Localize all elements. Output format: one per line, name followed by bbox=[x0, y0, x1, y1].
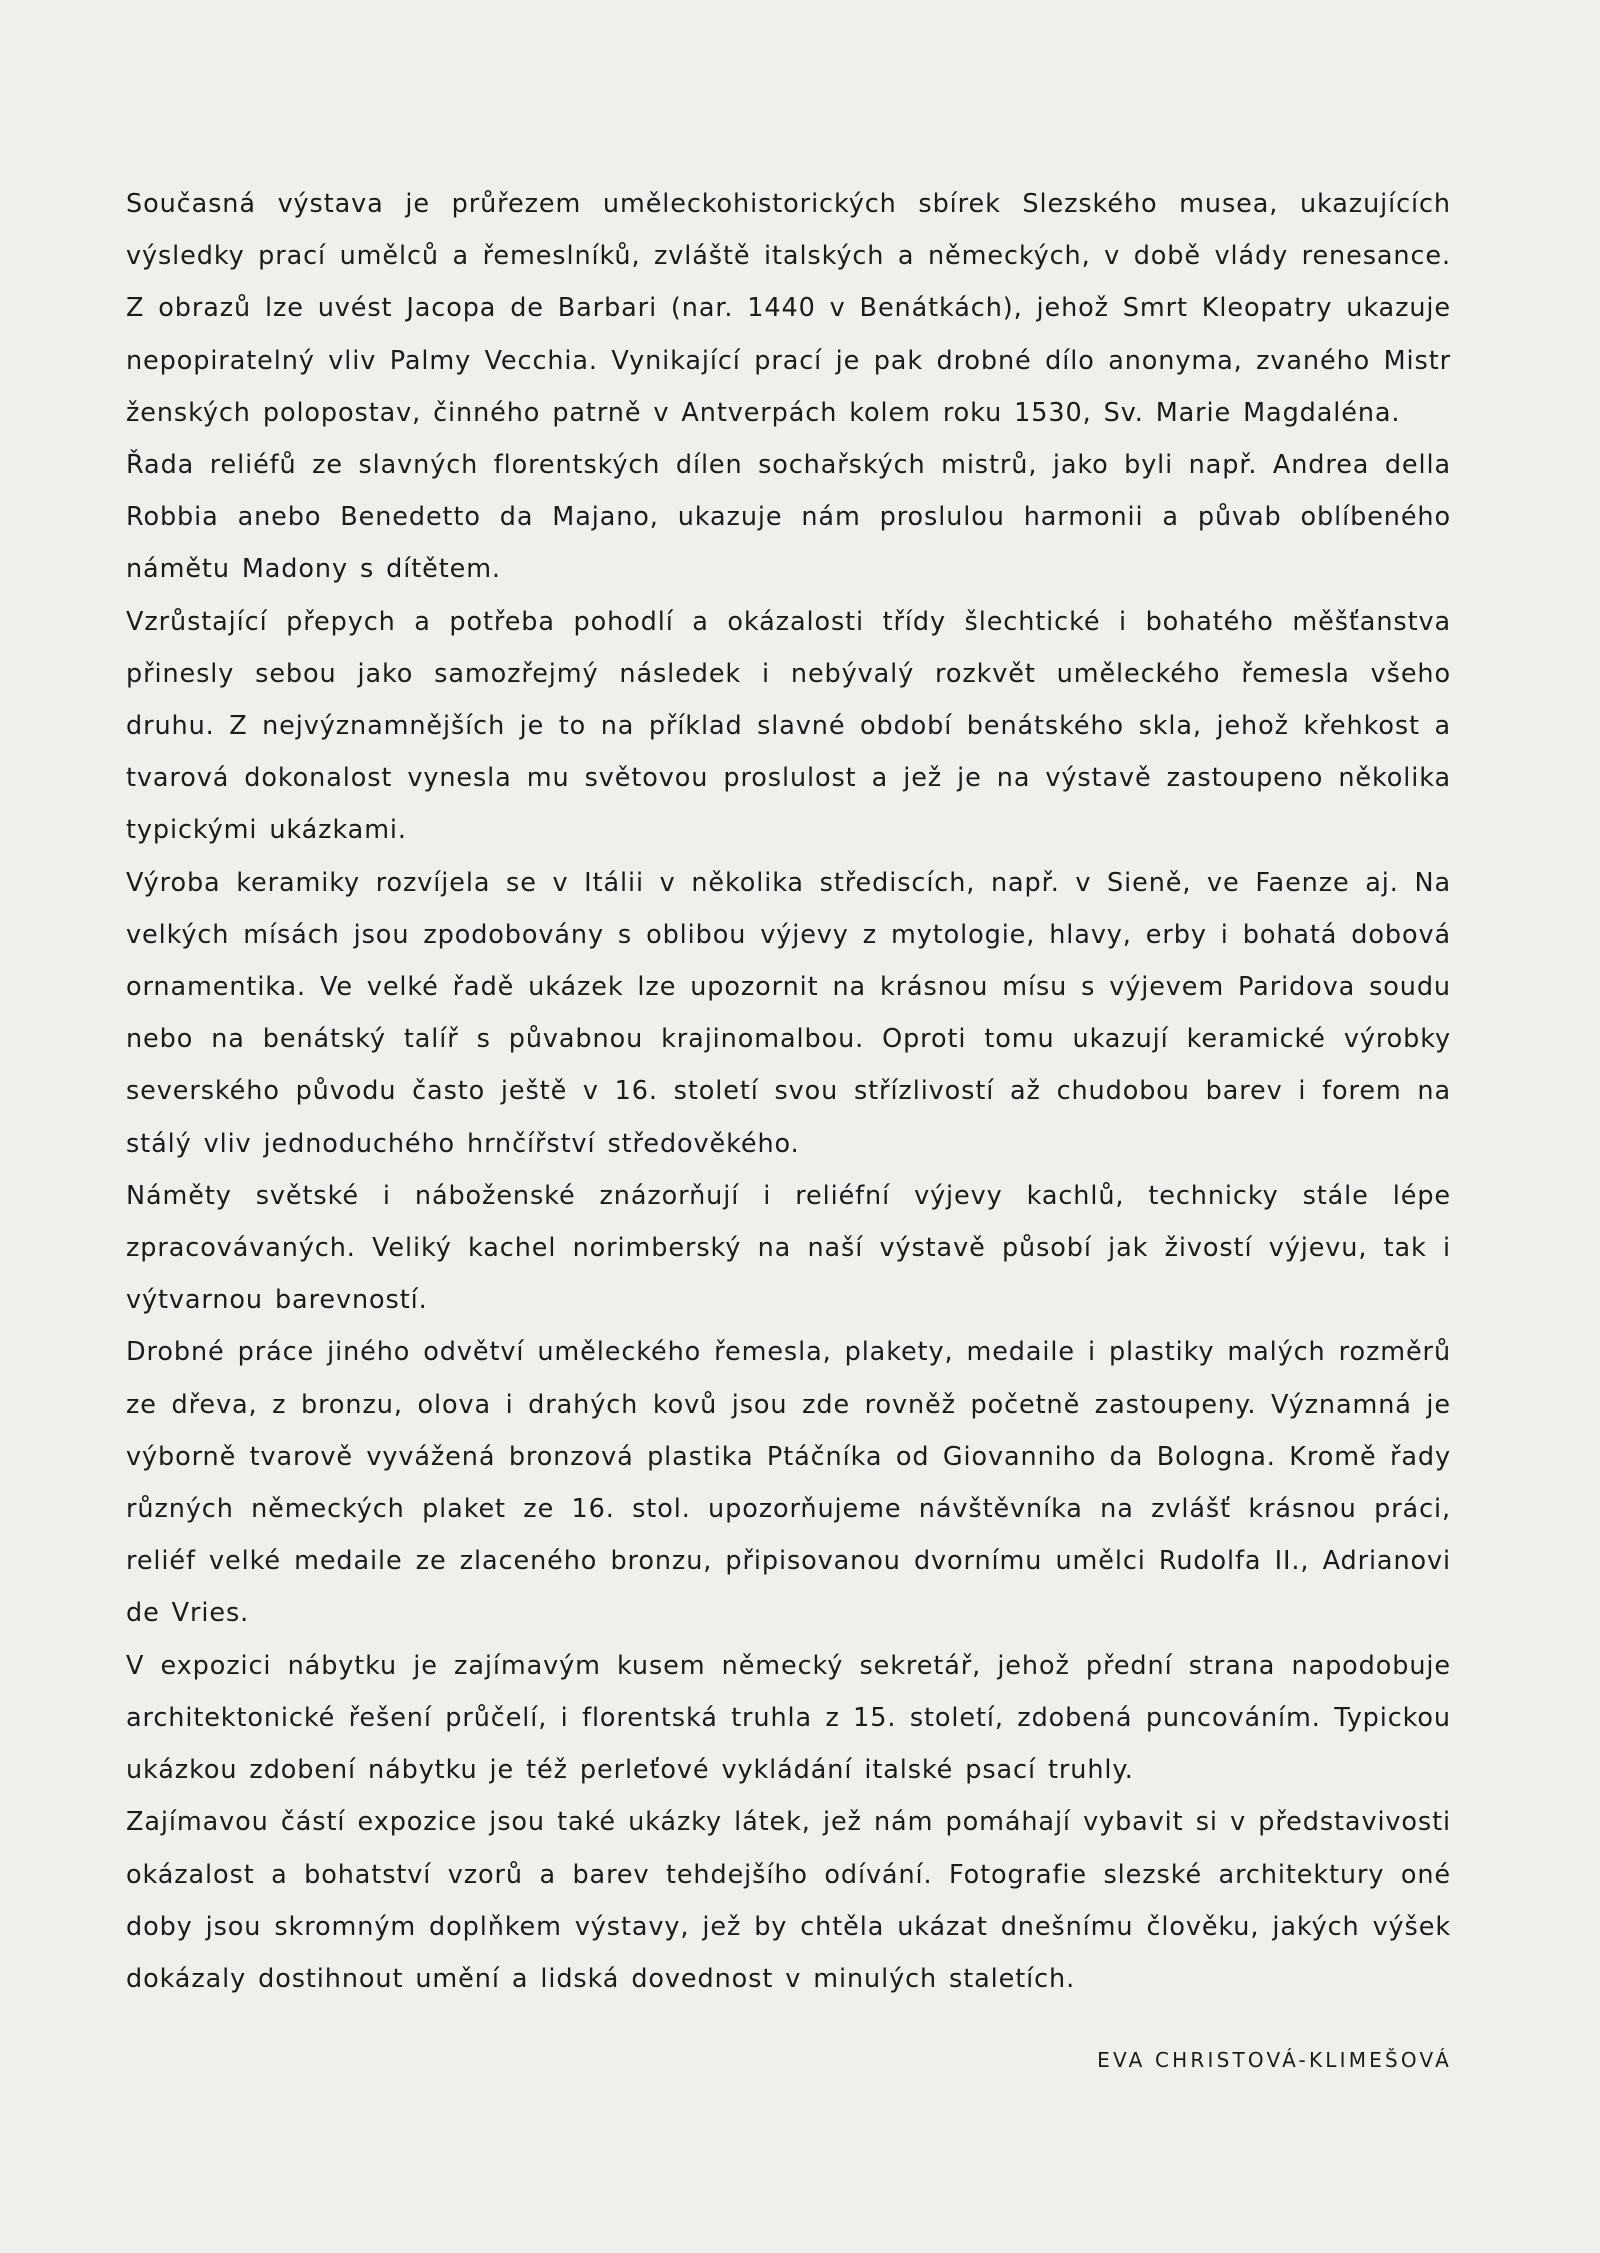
paragraph-8: Zajímavou částí expozice jsou také ukázky látek, jež nám pomáhají vybavit si v představivosti okázalost a bohatství vzorů a barev tehdejšího odívání. Fotografie slezské architektury oné doby jsou skromným doplňkem výstavy, jež by chtěla ukázat dnešnímu člověku, jakých výšek dokázaly dostihnout umění a lidská dovednost v minulých staletích. bbox=[126, 1807, 1451, 1994]
body-text bbox=[126, 178, 1451, 2005]
paragraph-5: Náměty světské i náboženské znázorňují i reliéfní výjevy kachlů, technicky stále lépe zpracovávaných. Veliký kachel norimberský na naší výstavě působí jak živostí výjevu, tak i výtvarnou barevností. bbox=[126, 1180, 1451, 1316]
paragraph-1: Současná výstava je průřezem uměleckohistorických sbírek Slezského musea, ukazujících výsledky prací umělců a řemeslníků, zvláště italských a německých, v době vlády renesance. Z obrazů lze uvést Jacopa de Barbari (nar. 1440 v Benátkách), jehož Smrt Kleopatry ukazuje nepopiratelný vliv Palmy Vecchia. Vynikající prací je pak drobné dílo anonyma, zvaného Mistr ženských polopostav, činného patrně v Antverpách kolem roku 1530, Sv. Marie Magdaléna. bbox=[126, 189, 1451, 428]
paragraph-3: Vzrůstající přepych a potřeba pohodlí a okázalosti třídy šlechtické i bohatého měšťanstva přinesly sebou jako samozřejmý následek i nebývalý rozkvět uměleckého řemesla všeho druhu. Z nejvýznamnějších je to na příklad slavné období benátského skla, jehož křehkost a tvarová dokonalost vynesla mu světovou proslulost a jež je na výstavě zastoupeno několika typickými ukázkami. bbox=[126, 606, 1451, 846]
author-signature: EVA CHRISTOVÁ-KLIMEŠOVÁ bbox=[1097, 2048, 1452, 2072]
paragraph-7: V expozici nábytku je zajímavým kusem německý sekretář, jehož přední strana napodobuje architektonické řešení průčelí, i florentská truhla z 15. století, zdobená puncováním. Typickou ukázkou zdobení nábytku je též perleťové vykládání italské psací truhly. bbox=[126, 1650, 1451, 1786]
paragraph-4: Výroba keramiky rozvíjela se v Itálii v několika střediscích, např. v Sieně, ve Faenze aj. Na velkých mísách jsou zpodobovány s oblibou výjevy z mytologie, hlavy, erby i bohatá dobová ornamentika. Ve velké řadě ukázek lze upozornit na krásnou mísu s výjevem Paridova soudu nebo na benátský talíř s půvabnou krajinomalbou. Oproti tomu ukazují keramické výrobky severského původu často ještě v 16. století svou střízlivostí až chudobou barev i forem na stálý vliv jednoduchého hrnčířství středověkého. bbox=[126, 867, 1451, 1159]
paragraph-2: Řada reliéfů ze slavných florentských dílen sochařských mistrů, jako byli např. Andrea della Robbia anebo Benedetto da Majano, ukazuje nám proslulou harmonii a půvab oblíbeného námětu Madony s dítětem. bbox=[126, 450, 1451, 585]
paragraph-6: Drobné práce jiného odvětví uměleckého řemesla, plakety, medaile i plastiky malých rozměrů ze dřeva, z bronzu, olova i drahých kovů jsou zde rovněž početně zastoupeny. Významná je výborně tvarově vyvážená bronzová plastika Ptáčníka od Giovanniho da Bologna. Kromě řady různých německých plaket ze 16. stol. upozorňujeme návštěvníka na zvlášť krásnou práci, reliéf velké medaile ze zlaceného bronzu, připisovanou dvornímu umělci Rudolfa II., Adrianovi de Vries. bbox=[126, 1337, 1451, 1629]
